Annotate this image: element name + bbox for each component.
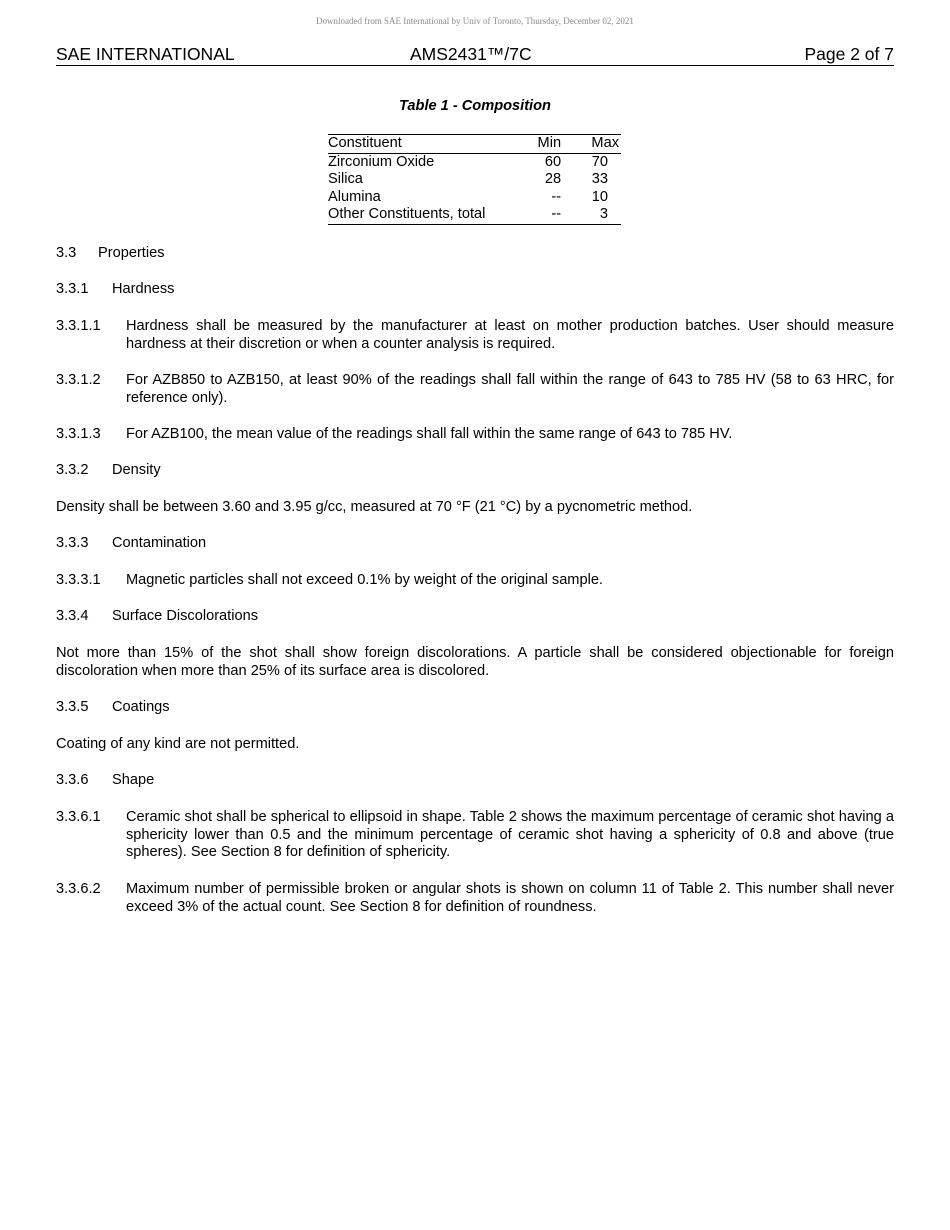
header-doc-number: AMS2431™/7C (410, 44, 532, 64)
numbered-paragraph (56, 372, 894, 407)
paragraph-number: 3.3.6.1 (56, 809, 101, 825)
body-paragraph: Coating of any kind are not permitted. (56, 736, 300, 752)
table-cell: 60 (544, 153, 562, 170)
paragraph-number: 3.3.3.1 (56, 572, 101, 588)
header-org: SAE INTERNATIONAL (56, 44, 235, 64)
section-title: Density (112, 462, 161, 478)
table-row (328, 171, 621, 189)
numbered-paragraph (56, 318, 894, 353)
table-cell: Zirconium Oxide (328, 153, 435, 170)
numbered-paragraph (56, 572, 894, 590)
table-cell: 33 (591, 171, 608, 187)
table-cell: 3 (599, 206, 608, 222)
section-title: Surface Discolorations (112, 608, 259, 624)
table-cell: Other Constituents, total (328, 206, 486, 222)
paragraph-text: Ceramic shot shall be spherical to ellipsoid in shape. Table 2 shows the maximum percentage of ceramic shot having a sphericity lower than 0.5 and the minimum percentage of ceramic shot having a sphericity of 0.8 and above (true spheres). See Section 8 for definition of sphericity. (126, 809, 894, 860)
table-cell: 28 (544, 171, 562, 187)
column-header: Max (591, 135, 619, 151)
section-number: 3.3.3 (56, 535, 89, 551)
section-title: Hardness (112, 281, 175, 297)
paragraph-text: For AZB100, the mean value of the readings shall fall within the same range of 643 to 785 HV. (126, 426, 733, 442)
section-title: Properties (98, 245, 165, 261)
section-number: 3.3.2 (56, 462, 89, 478)
table-row (328, 206, 621, 224)
section-number: 3.3 (56, 245, 77, 261)
paragraph-number: 3.3.6.2 (56, 881, 101, 897)
section-title: Shape (112, 772, 155, 788)
numbered-paragraph (56, 426, 894, 444)
paragraph-number: 3.3.1.1 (56, 318, 101, 334)
section-number: 3.3.1 (56, 281, 89, 297)
table-row (328, 189, 621, 207)
column-header: Constituent (328, 135, 402, 151)
table-caption: Table 1 - Composition (399, 98, 551, 114)
paragraph-text: Maximum number of permissible broken or angular shots is shown on column 11 of Table 2. This number shall never exceed 3% of the actual count. See Section 8 for definition of roundness. (126, 881, 894, 915)
numbered-paragraph (56, 881, 894, 916)
header-page-number: Page 2 of 7 (804, 44, 894, 64)
table-header-row (328, 135, 621, 154)
table-cell: -- (551, 188, 562, 205)
paragraph-number: 3.3.1.2 (56, 372, 101, 388)
body-paragraph: Density shall be between 3.60 and 3.95 g/cc, measured at 70 °F (21 °C) by a pycnometric method. (56, 499, 693, 515)
table-cell: Alumina (328, 188, 381, 205)
body-paragraph: Not more than 15% of the shot shall show foreign discolorations. A particle shall be considered objectionable for foreign discoloration when more than 25% of its surface area is discolored. (56, 645, 894, 679)
composition-table (328, 134, 621, 225)
section-number: 3.3.5 (56, 699, 89, 715)
paragraph-text: For AZB850 to AZB150, at least 90% of the readings shall fall within the range of 643 to 785 HV (58 to 63 HRC, for reference only). (126, 372, 894, 406)
section-number: 3.3.6 (56, 772, 89, 788)
table-row (328, 153, 621, 171)
table-cell: Silica (328, 171, 363, 187)
page-header (56, 44, 894, 66)
section-title: Contamination (112, 535, 207, 551)
download-watermark: Downloaded from SAE International by Univ of Toronto, Thursday, December 02, 2021 (316, 16, 634, 26)
section-number: 3.3.4 (56, 608, 89, 624)
column-header: Min (537, 135, 562, 151)
table-cell: 10 (591, 188, 608, 205)
paragraph-text: Hardness shall be measured by the manufacturer at least on mother production batches. User should measure hardness at their discretion or when a counter analysis is required. (126, 318, 894, 352)
numbered-paragraph (56, 809, 894, 862)
paragraph-number: 3.3.1.3 (56, 426, 101, 442)
table-cell: 70 (591, 153, 608, 170)
paragraph-text: Magnetic particles shall not exceed 0.1% by weight of the original sample. (126, 572, 603, 588)
section-title: Coatings (112, 699, 170, 715)
table-cell: -- (551, 206, 562, 222)
